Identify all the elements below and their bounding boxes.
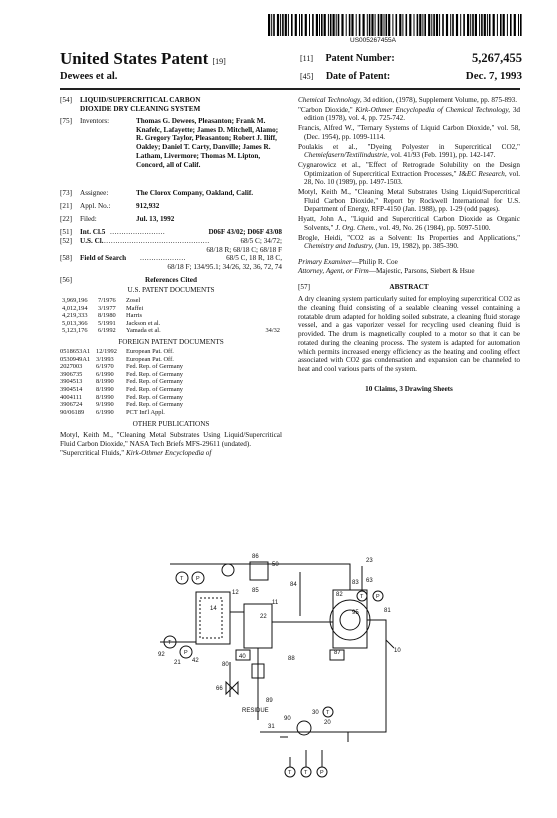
barcode-bar bbox=[470, 14, 471, 36]
foreign-doc-number: 3906735 bbox=[60, 370, 83, 378]
abstract-text: A dry cleaning system particularly suited for employing supercritical CO2 as the cleaning fluid consisting of a sealable cleaning vessel containing a rotatable drum adapted for holding soiled substrate, a cleaning fluid storage vessel, and a gas vaporizer vessel for recycling used cleaning fluid is provided. The drum is magnetically coupled to a motor so that it can be rotated during the cleaning process. The system is adapted for automation which permits increased energy efficiency as the heating and cooling effect associated with CO2 gas condensation and expansion can be channeled to heat and cool various parts of the system. bbox=[298, 295, 520, 373]
search-value-2: 68/18 F; 134/95.1; 34/26, 32, 36, 72, 74 bbox=[167, 262, 282, 271]
barcode-bar bbox=[336, 14, 337, 36]
gauge-letter: P bbox=[376, 594, 380, 600]
table-row bbox=[60, 409, 278, 417]
us-doc-date: 3/1977 bbox=[98, 304, 116, 312]
drawing-label: 95 bbox=[352, 610, 359, 616]
barcode-bar bbox=[497, 14, 498, 36]
us-docs-table bbox=[62, 297, 280, 335]
drawing-label: 30 bbox=[312, 710, 319, 716]
foreign-doc-date: 6/1990 bbox=[96, 408, 114, 416]
us-doc-number: 5,013,366 bbox=[62, 319, 88, 327]
other-pub-2-source: Kirk-Othmer Encyclopedia of bbox=[125, 448, 212, 457]
uscl-code: [52] bbox=[60, 237, 72, 245]
table-row bbox=[60, 386, 278, 394]
foreign-doc-date: 8/1990 bbox=[96, 385, 114, 393]
other-pub-2 bbox=[60, 449, 282, 458]
vaporizer-vessel bbox=[250, 562, 268, 580]
table-row bbox=[60, 394, 278, 402]
us-doc-name: Zosel bbox=[126, 297, 141, 304]
search-value-1: 68/5 C, 18 R, 18 C, bbox=[226, 254, 282, 262]
valve-66 bbox=[226, 682, 238, 694]
refs-field bbox=[60, 276, 282, 286]
title-code: [54] bbox=[60, 96, 72, 104]
table-row bbox=[60, 378, 278, 386]
uscl-field bbox=[60, 237, 282, 254]
barcode-bar bbox=[288, 14, 289, 36]
publication-item bbox=[298, 215, 520, 232]
barcode-bar bbox=[384, 14, 385, 36]
gauge-letter: T bbox=[304, 770, 308, 776]
publications-list bbox=[298, 96, 520, 251]
us-docs-title: U.S. PATENT DOCUMENTS bbox=[127, 286, 215, 294]
filed-field bbox=[60, 215, 282, 228]
gauge-letter: P bbox=[196, 576, 200, 582]
table-row bbox=[60, 363, 278, 371]
left-column bbox=[60, 96, 282, 457]
filed-code: [22] bbox=[60, 215, 72, 223]
search-code: [58] bbox=[60, 254, 72, 262]
publication-source: Chemiefasern/Textilindustrie, bbox=[304, 151, 389, 160]
foreign-doc-name: Fed. Rep. of Germany bbox=[126, 378, 183, 386]
gauge-letter: T bbox=[326, 710, 330, 716]
attorney-line bbox=[298, 267, 520, 276]
barcode-bar bbox=[475, 14, 477, 36]
barcode-bar bbox=[299, 14, 300, 36]
foreign-doc-number: 0530949A1 bbox=[60, 355, 91, 363]
foreign-doc-number: 90/06189 bbox=[60, 408, 85, 416]
drawing-label: 40 bbox=[239, 654, 246, 660]
barcode-bar bbox=[359, 14, 361, 36]
publication-detail: (Jun. 19, 1982), pp. 385-390. bbox=[373, 242, 459, 251]
drum bbox=[200, 598, 222, 638]
publication-source: Chemical Technology, bbox=[298, 96, 362, 104]
barcode-bar bbox=[446, 14, 448, 36]
intcl-value: D06F 43/02; D06F 43/08 bbox=[208, 228, 282, 236]
barcode-bar bbox=[375, 14, 376, 36]
search-dots: .................... bbox=[140, 254, 186, 262]
barcode-bar bbox=[518, 14, 519, 36]
drawing-label: 66 bbox=[216, 686, 223, 692]
foreign-doc-name: European Pat. Off. bbox=[126, 355, 174, 363]
foreign-doc-date: 8/1990 bbox=[96, 378, 114, 386]
publication-item bbox=[298, 106, 520, 123]
gauge-letter: T bbox=[360, 594, 364, 600]
intcl-label: Int. Cl.5 bbox=[80, 228, 106, 236]
barcode-bar bbox=[452, 14, 454, 36]
barcode-bar bbox=[316, 14, 318, 36]
drawing-label: 88 bbox=[288, 656, 295, 662]
publication-source: Kirk-Othmer Encyclopedia of Chemical Technology, bbox=[355, 105, 511, 114]
drawing-label: 90 bbox=[284, 716, 291, 722]
barcode-bar bbox=[338, 14, 340, 36]
publication-text: Brogle, Heidi, "CO2 as a Solvent: Its Properties and Applications," bbox=[298, 233, 520, 242]
compressor bbox=[297, 721, 311, 735]
drawing-label: 21 bbox=[174, 660, 181, 666]
us-doc-number: 4,012,194 bbox=[62, 304, 88, 312]
foreign-doc-name: PCT Int'l Appl. bbox=[126, 408, 165, 416]
country-title: United States Patent bbox=[60, 49, 209, 68]
other-pub-2-title: "Supercritical Fluids," bbox=[60, 448, 125, 457]
us-doc-name: Maffei bbox=[126, 304, 144, 312]
barcode-bar bbox=[392, 14, 393, 36]
patent-number-line bbox=[300, 53, 522, 64]
us-doc-date: 6/1992 bbox=[98, 327, 116, 335]
barcode-bar bbox=[436, 14, 438, 36]
uscl-label: U.S. Cl. bbox=[80, 237, 104, 245]
filed-label: Filed: bbox=[80, 215, 97, 223]
drawing-label: 63 bbox=[366, 578, 373, 584]
barcode-bar bbox=[341, 14, 343, 36]
foreign-docs-title: FOREIGN PATENT DOCUMENTS bbox=[118, 337, 224, 346]
publication-item bbox=[298, 124, 520, 141]
barcode-bar bbox=[514, 14, 516, 36]
us-doc-date: 5/1991 bbox=[98, 319, 116, 327]
barcode-bar bbox=[321, 14, 323, 36]
barcode-bar bbox=[378, 14, 380, 36]
barcode-bar bbox=[309, 14, 310, 36]
barcode-bar bbox=[424, 14, 426, 36]
attorney-name: —Majestic, Parsons, Siebert & Hsue bbox=[368, 266, 475, 275]
barcode-bar bbox=[305, 14, 307, 36]
foreign-doc-name: Fed. Rep. of Germany bbox=[126, 385, 183, 393]
publication-source: Chemistry and Industry, bbox=[304, 242, 374, 251]
date-line bbox=[300, 71, 522, 82]
foreign-doc-date: 8/1990 bbox=[96, 393, 114, 401]
foreign-doc-number: 3904513 bbox=[60, 378, 83, 386]
table-row bbox=[60, 371, 278, 379]
foreign-doc-number: 2027003 bbox=[60, 363, 83, 371]
cleaning-vessel bbox=[196, 592, 230, 644]
drawing-label: 85 bbox=[252, 588, 259, 594]
publication-text: Poulakis et al., "Dyeing Polyester in Supercritical CO2," bbox=[298, 142, 520, 151]
barcode-bar bbox=[402, 14, 403, 36]
barcode-bar bbox=[371, 14, 373, 36]
table-row bbox=[60, 348, 278, 356]
patent-number: 5,267,455 bbox=[472, 51, 522, 65]
barcode-bar bbox=[312, 14, 314, 36]
barcode-bar bbox=[463, 14, 465, 36]
intcl-code: [51] bbox=[60, 228, 72, 236]
barcode-bar bbox=[484, 14, 486, 36]
drawing-label: 22 bbox=[260, 614, 267, 620]
barcode-bar bbox=[450, 14, 451, 36]
table-row bbox=[62, 297, 280, 305]
barcode-bar bbox=[363, 14, 365, 36]
search-field bbox=[60, 254, 282, 276]
barcode-bar bbox=[419, 14, 421, 36]
drawing-label: 12 bbox=[232, 590, 239, 596]
drawing-label: 50 bbox=[272, 562, 279, 568]
table-row bbox=[62, 312, 280, 320]
barcode-bar bbox=[479, 14, 480, 36]
barcode-bar bbox=[273, 14, 275, 36]
appl-code: [21] bbox=[60, 202, 72, 210]
foreign-doc-name: Fed. Rep. of Germany bbox=[126, 393, 183, 401]
drawing-label: 89 bbox=[266, 698, 273, 704]
barcode-bar bbox=[356, 14, 357, 36]
publication-item bbox=[298, 188, 520, 214]
abstract-title: ABSTRACT bbox=[389, 283, 429, 292]
abstract-heading bbox=[298, 283, 520, 295]
foreign-doc-date: 6/1990 bbox=[96, 370, 114, 378]
storage-vessel bbox=[244, 604, 272, 648]
barcode-bar bbox=[349, 14, 351, 36]
publication-detail: vol. 49, No. 26 (1984), pp. 5097-5100. bbox=[377, 223, 491, 232]
foreign-doc-date: 12/1992 bbox=[96, 347, 117, 355]
barcode-bar bbox=[433, 14, 435, 36]
refs-code: [56] bbox=[60, 276, 72, 284]
assignee-name: The Clorox Company, Oakland, Calif. bbox=[136, 189, 254, 197]
foreign-doc-date: 9/1990 bbox=[96, 401, 114, 409]
foreign-doc-date: 6/1970 bbox=[96, 363, 114, 371]
publication-text: "Carbon Dioxide," bbox=[298, 105, 356, 114]
barcode-bar bbox=[520, 14, 522, 36]
publication-item bbox=[298, 143, 520, 160]
publication-text: Francis, Alfred W., "Ternary Systems of Liquid Carbon Dioxide," vol. 58, (Dec. 1954), pp. 1099-1114. bbox=[298, 124, 520, 141]
assignee-code: [73] bbox=[60, 189, 72, 197]
us-doc-class bbox=[234, 305, 280, 313]
drawing-label: 80 bbox=[222, 662, 229, 668]
right-column bbox=[298, 96, 520, 393]
header-country bbox=[60, 49, 226, 69]
gauge-letter: P bbox=[320, 770, 324, 776]
attorney-label: Attorney, Agent, or Firm bbox=[298, 266, 369, 275]
inventors-code: [75] bbox=[60, 117, 72, 125]
foreign-docs-table bbox=[60, 348, 278, 416]
publication-text: Motyl, Keith M., "Cleaning Metal Substrates Using Liquid/Supercritical Fluid Carbon Dioxide," Report by Rockwell International for U.S. Department of Energy, RFP-4150 (Jan. 1988), pp. 1-29 (odd pages). bbox=[298, 188, 520, 214]
publication-detail: 3d edition, (1978), Supplement Volume, pp. 875-893. bbox=[361, 96, 518, 104]
drawing-label: RESIDUE bbox=[242, 708, 269, 714]
uscl-value-1: 68/5 C; 34/72; bbox=[240, 237, 282, 245]
barcode-bar bbox=[319, 14, 320, 36]
table-row bbox=[62, 305, 280, 313]
us-doc-class bbox=[234, 312, 280, 320]
us-doc-date: 8/1980 bbox=[98, 312, 116, 320]
uscl-value-2: 68/18 R; 68/18 C; 68/18 F bbox=[206, 245, 282, 254]
claims-summary: 10 Claims, 3 Drawing Sheets bbox=[365, 384, 453, 393]
table-row bbox=[60, 356, 278, 364]
publication-detail: vol. 28, No. 10 (1989), pp. 1497-1503. bbox=[304, 169, 520, 187]
us-doc-class bbox=[234, 320, 280, 328]
drawing-label: 84 bbox=[290, 582, 297, 588]
cleaning-drum-circle bbox=[330, 600, 370, 640]
barcode bbox=[268, 14, 524, 36]
country-code: [19] bbox=[212, 57, 226, 66]
barcode-bar bbox=[493, 14, 495, 36]
barcode-bar bbox=[386, 14, 388, 36]
barcode-bar bbox=[409, 14, 411, 36]
gauge-stems bbox=[290, 750, 322, 767]
barcode-graphic bbox=[268, 14, 524, 36]
patent-title: LIQUID/SUPERCRITICAL CARBON DIOXIDE DRY CLEANING SYSTEM bbox=[80, 96, 201, 113]
foreign-doc-number: 3904514 bbox=[60, 385, 83, 393]
header-divider bbox=[60, 88, 520, 90]
drawing-label: 82 bbox=[336, 592, 343, 598]
drawing-label: 83 bbox=[352, 580, 359, 586]
barcode-bar bbox=[380, 14, 382, 36]
abstract-code: [57] bbox=[298, 283, 310, 292]
foreign-doc-name: Fed. Rep. of Germany bbox=[126, 370, 183, 378]
barcode-bar bbox=[291, 14, 293, 36]
appl-field bbox=[60, 202, 282, 215]
drawing-label: 10 bbox=[394, 648, 401, 654]
barcode-bar bbox=[467, 14, 469, 36]
assignee-field bbox=[60, 189, 282, 202]
barcode-bar bbox=[282, 14, 284, 36]
barcode-bar bbox=[428, 14, 430, 36]
table-row bbox=[60, 401, 278, 409]
barcode-bar bbox=[399, 14, 401, 36]
drawing-label: 81 bbox=[384, 608, 391, 614]
intcl-field bbox=[60, 228, 282, 237]
barcode-bar bbox=[328, 14, 329, 36]
drawing-label: 20 bbox=[324, 720, 331, 726]
publication-item bbox=[298, 161, 520, 187]
foreign-doc-number: 3906724 bbox=[60, 401, 83, 409]
barcode-bar bbox=[406, 14, 408, 36]
drawing-label: 87 bbox=[334, 650, 341, 656]
barcode-bar bbox=[489, 14, 491, 36]
drawing-label: 92 bbox=[158, 652, 165, 658]
intcl-dots: ........................ bbox=[110, 228, 166, 236]
barcode-bar bbox=[472, 14, 474, 36]
foreign-doc-number: 0518653A1 bbox=[60, 347, 91, 355]
publication-item bbox=[298, 234, 520, 251]
publication-item bbox=[298, 96, 520, 105]
filed-date: Jul. 13, 1992 bbox=[136, 215, 175, 223]
publication-text: Hyatt, John A., "Liquid and Supercritical Carbon Dioxide as Organic Solvents," bbox=[298, 215, 520, 232]
inventors-field bbox=[60, 117, 282, 189]
date-label: Date of Patent: bbox=[325, 71, 391, 82]
barcode-bar bbox=[503, 14, 505, 36]
patent-number-label: Patent Number: bbox=[325, 53, 395, 64]
date-code: [45] bbox=[300, 72, 314, 81]
barcode-bar bbox=[333, 14, 335, 36]
drawing-label: 11 bbox=[272, 600, 279, 606]
publication-detail: vol. 41/93 (Feb. 1991), pp. 142-147. bbox=[388, 151, 496, 160]
barcode-bar bbox=[301, 14, 303, 36]
search-label: Field of Search bbox=[80, 254, 127, 262]
patent-number-code: [11] bbox=[300, 54, 314, 63]
barcode-bar bbox=[351, 14, 353, 36]
inventors-label: Inventors: bbox=[80, 117, 110, 125]
barcode-bar bbox=[280, 14, 281, 36]
examiner-name: —Philip R. Coe bbox=[351, 257, 398, 266]
gauge-letter: T bbox=[288, 770, 292, 776]
drawing-label: 42 bbox=[192, 658, 199, 664]
barcode-bar bbox=[367, 14, 368, 36]
barcode-bar bbox=[295, 14, 297, 36]
patent-date: Dec. 7, 1993 bbox=[465, 70, 522, 82]
barcode-bar bbox=[431, 14, 432, 36]
foreign-doc-number: 4004111 bbox=[60, 393, 82, 401]
barcode-bar bbox=[487, 14, 488, 36]
us-doc-date: 7/1976 bbox=[98, 297, 116, 304]
appl-number: 912,932 bbox=[136, 202, 160, 210]
examiner-line bbox=[298, 258, 520, 267]
barcode-bar bbox=[268, 14, 270, 36]
gauge-letter: T bbox=[180, 576, 184, 582]
barcode-bar bbox=[414, 14, 415, 36]
barcode-bar bbox=[369, 14, 371, 36]
lead-10 bbox=[386, 640, 394, 648]
publication-text: Cygnarowicz et al., "Effect of Retrograde Solubility on the Design Optimization of Supercritical Extraction Processes," bbox=[298, 160, 520, 178]
barcode-bar bbox=[346, 14, 347, 36]
barcode-bar bbox=[510, 14, 512, 36]
foreign-doc-name: Fed. Rep. of Germany bbox=[126, 363, 183, 371]
us-doc-number: 5,123,176 bbox=[62, 327, 88, 335]
barcode-bar bbox=[271, 14, 272, 36]
inventor-short: Dewees et al. bbox=[60, 71, 118, 82]
other-pub-1: Motyl, Keith M., "Cleaning Metal Substrates Using Liquid/Supercritical Fluid Carbon Dioxide," NASA Tech Briefs MFS-29611 (undated). bbox=[60, 431, 282, 449]
examiner-label: Primary Examiner bbox=[298, 257, 352, 266]
barcode-bar bbox=[460, 14, 461, 36]
assignee-label: Assignee: bbox=[80, 189, 109, 197]
us-doc-class bbox=[234, 297, 280, 305]
barcode-bar bbox=[324, 14, 326, 36]
other-pubs-title: OTHER PUBLICATIONS bbox=[132, 420, 210, 429]
title-field bbox=[60, 96, 282, 117]
gauge-letter: T bbox=[168, 640, 172, 646]
barcode-bar bbox=[277, 14, 279, 36]
barcode-bar bbox=[442, 14, 444, 36]
system-diagram bbox=[140, 552, 410, 784]
table-row bbox=[62, 327, 280, 335]
uscl-dots: .............................................. bbox=[104, 237, 210, 245]
barcode-text: US005267455A bbox=[350, 37, 396, 44]
refs-title: References Cited bbox=[145, 276, 197, 284]
barcode-bar bbox=[388, 14, 390, 36]
barcode-bar bbox=[500, 14, 502, 36]
drawing-label: 14 bbox=[210, 606, 217, 612]
us-doc-name: Jackson et al. bbox=[126, 319, 161, 327]
gauge-letter: P bbox=[184, 650, 188, 656]
barcode-bar bbox=[285, 14, 287, 36]
barcode-bar bbox=[422, 14, 423, 36]
foreign-doc-date: 3/1993 bbox=[96, 355, 114, 363]
publication-source: I&EC Research, bbox=[458, 169, 507, 178]
barcode-bar bbox=[396, 14, 398, 36]
barcode-bar bbox=[507, 14, 508, 36]
barcode-bar bbox=[481, 14, 483, 36]
barcode-bar bbox=[330, 14, 332, 36]
us-doc-name: Yamada et al. bbox=[126, 327, 161, 335]
publication-source: J. Org. Chem., bbox=[335, 223, 378, 232]
drawing-label: 23 bbox=[366, 558, 373, 564]
publication-detail: 3d edition (1978), vol. 4, pp. 725-742. bbox=[304, 105, 521, 123]
us-doc-number: 4,219,333 bbox=[62, 312, 88, 320]
table-row bbox=[62, 320, 280, 328]
drawing-label: 86 bbox=[252, 554, 259, 560]
foreign-doc-name: Fed. Rep. of Germany bbox=[126, 401, 183, 409]
foreign-doc-name: European Pat. Off. bbox=[126, 347, 174, 355]
barcode-bar bbox=[456, 14, 458, 36]
us-doc-class: 34/32 bbox=[265, 327, 280, 335]
appl-label: Appl. No.: bbox=[80, 202, 111, 210]
pump-icon bbox=[222, 564, 234, 576]
us-doc-number: 3,969,196 bbox=[62, 297, 88, 304]
barcode-bar bbox=[417, 14, 419, 36]
barcode-bar bbox=[439, 14, 440, 36]
drawing-label: 31 bbox=[268, 724, 275, 730]
inventors-list: Thomas G. Dewees, Pleasanton; Frank M. Knafelc, Lafayette; James D. Mitchell, Alamo; R. Gregory Taylor, Pleasanton; Robert J. Iliff, Oakley; Daniel T. Carty, Danville; James R. Latham, Livermore; Thomas M. Lipton, Concord, all of Calif. bbox=[136, 117, 279, 169]
us-doc-name: Harris bbox=[126, 312, 142, 320]
